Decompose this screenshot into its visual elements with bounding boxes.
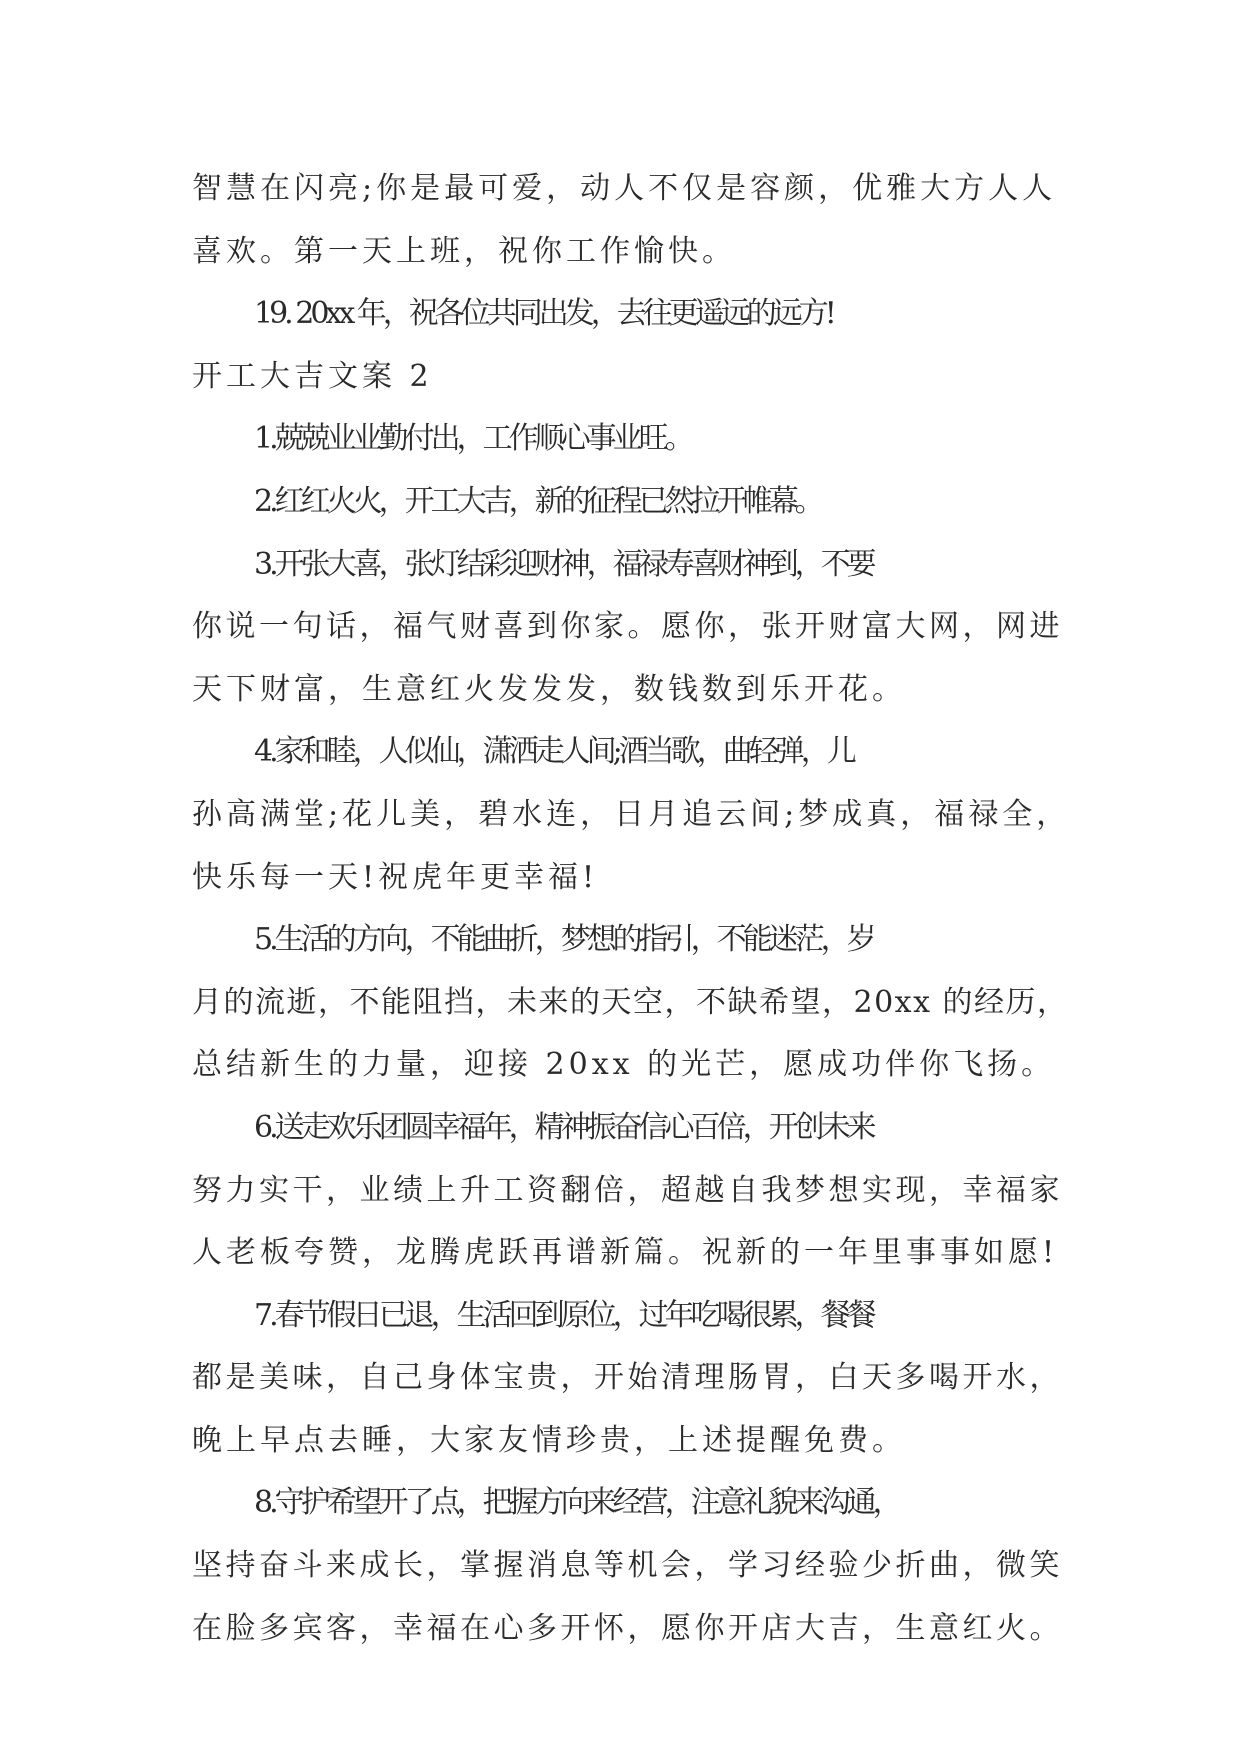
document-body <box>192 158 1072 1660</box>
text-line: 8.守护希望开了点，把握方向来经营，注意礼貌来沟通， <box>254 1485 899 1521</box>
text-line: 智慧在闪亮;你是最可爱，动人不仅是容颜，优雅大方人人 <box>192 171 1057 206</box>
text-line: 努力实干，业绩上升工资翻倍，超越自我梦想实现，幸福家 <box>192 1172 1063 1208</box>
text-line: 天下财富，生意红火发发发，数钱数到乐开花。 <box>192 671 906 707</box>
text-line: 人老板夸赞，龙腾虎跃再谱新篇。祝新的一年里事事如愿! <box>192 1235 1059 1271</box>
text-line: 6.送走欢乐团圆幸福年，精神振奋信心百倍，开创未来 <box>254 1109 873 1145</box>
text-line: 喜欢。第一天上班，祝你工作愉快。 <box>192 233 736 269</box>
text-line: 总结新生的力量，迎接 20xx 的光芒，愿成功伴你飞扬。 <box>192 1047 1056 1083</box>
text-line: 孙高满堂;花儿美，碧水连，日月追云间;梦成真，福禄全， <box>192 796 1071 832</box>
text-line: 1.兢兢业业勤付出，工作顺心事业旺。 <box>254 421 691 457</box>
text-line: 3.开张大喜，张灯结彩迎财神，福禄寿喜财神到，不要 <box>254 546 873 582</box>
text-line: 在脸多宾客，幸福在心多开怀，愿你开店大吉，生意红火。 <box>192 1610 1063 1646</box>
text-line: 你说一句话，福气财喜到你家。愿你，张开财富大网，网进 <box>192 609 1063 645</box>
text-line: 晚上早点去睡，大家友情珍贵，上述提醒免费。 <box>192 1422 906 1458</box>
text-line: 都是美味，自己身体宝贵，开始清理肠胃，白天多喝开水， <box>192 1360 1063 1396</box>
text-line: 7.春节假日已退，生活回到原位，过年吃喝很累，餐餐 <box>254 1297 873 1333</box>
text-line: 快乐每一天!祝虎年更幸福! <box>192 859 599 895</box>
text-line: 4.家和睦，人似仙，潇洒走人间;酒当歌，曲轻弹，儿 <box>254 734 853 770</box>
text-line: 开工大吉文案 2 <box>192 358 433 394</box>
text-line: 坚持奋斗来成长，掌握消息等机会，学习经验少折曲，微笑 <box>192 1548 1063 1584</box>
text-line: 2.红红火火，开工大吉，新的征程已然拉开帷幕。 <box>254 483 821 519</box>
text-line: 5.生活的方向，不能曲折，梦想的指引，不能迷茫，岁 <box>254 922 873 958</box>
text-line: 月的流逝，不能阻挡，未来的天空，不缺希望，20xx 的经历， <box>192 984 1069 1020</box>
text-line: 19. 20xx 年，祝各位共同出发，去往更遥远的远方! <box>254 296 833 332</box>
